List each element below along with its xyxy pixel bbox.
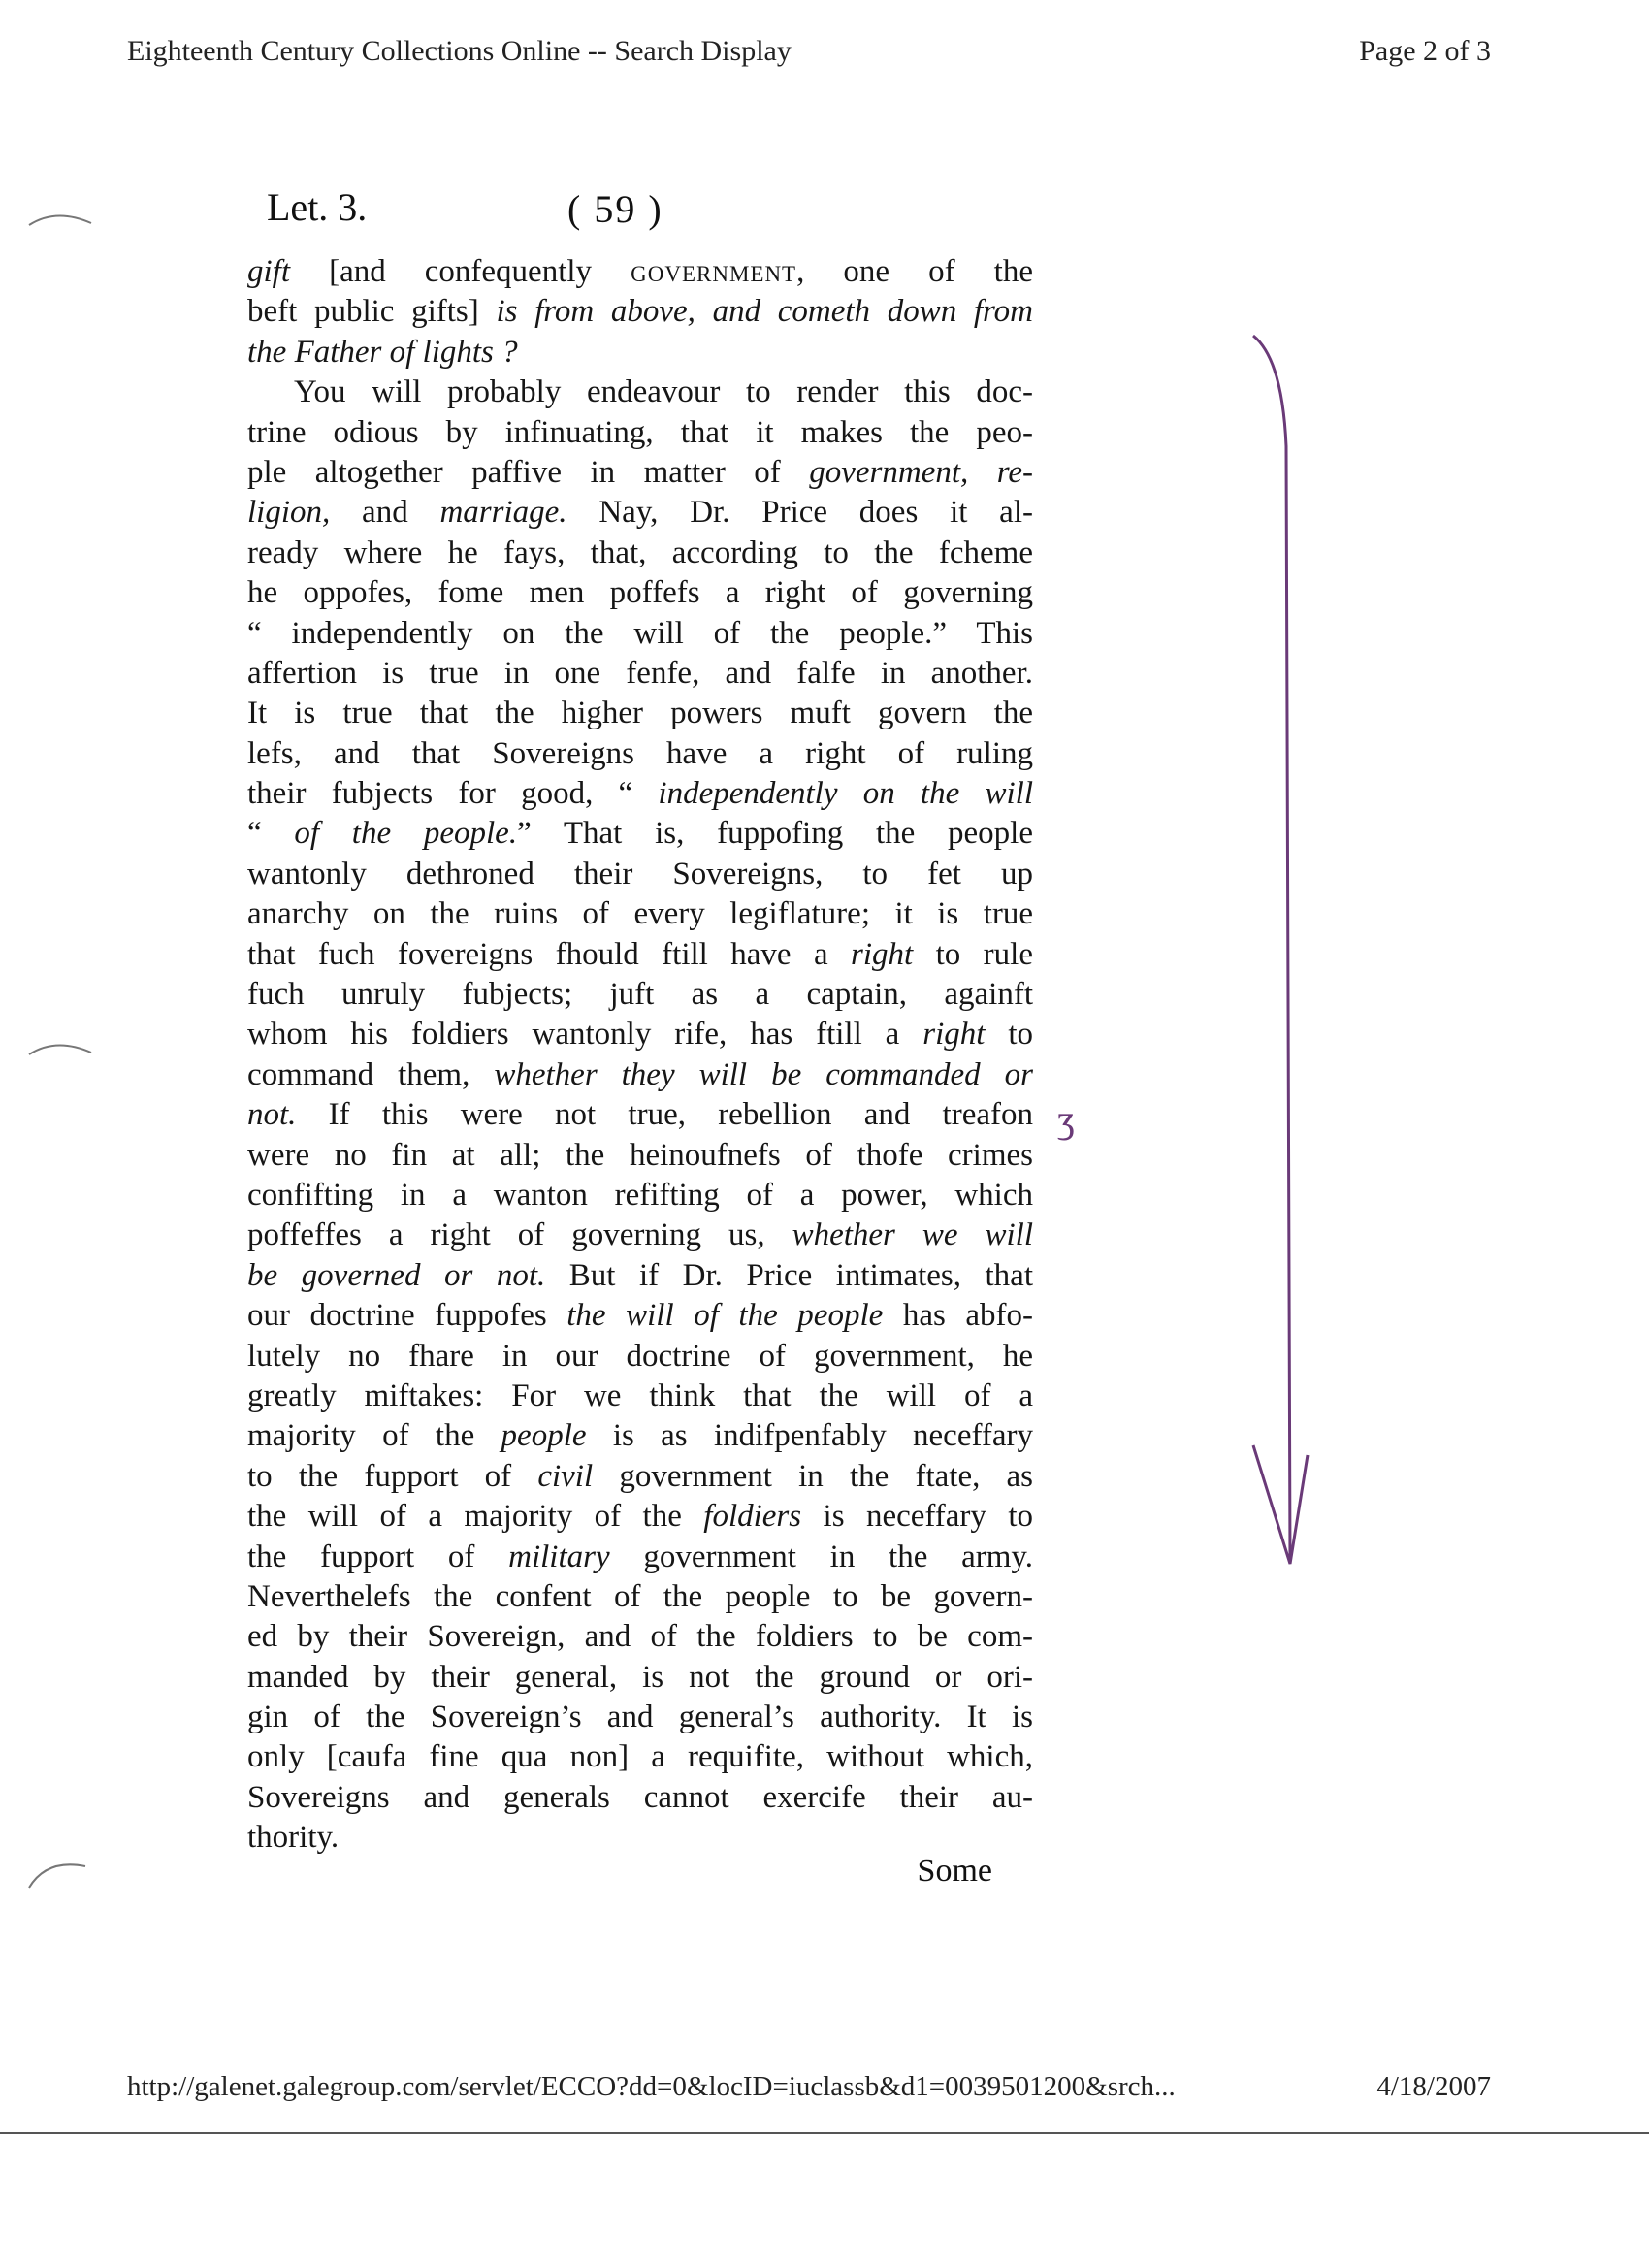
text-line — [247, 1296, 1033, 1336]
text-line — [247, 573, 1033, 613]
text-line — [247, 1416, 1033, 1456]
text-line — [247, 614, 1033, 654]
page-number: ( 59 ) — [567, 187, 663, 231]
text-run: he oppofes, fome men poffefs a right of governing — [247, 575, 1033, 611]
text-run: greatly miftakes: For we think that the will of a — [247, 1377, 1033, 1413]
italic-text: right — [851, 936, 914, 972]
italic-text: military — [508, 1539, 610, 1574]
text-run: But if Dr. Price intimates, that — [545, 1257, 1033, 1293]
italic-text: foldiers — [703, 1499, 802, 1535]
text-run: affertion is true in one fenfe, and falfe in another. — [247, 655, 1033, 691]
text-line — [247, 373, 1033, 412]
text-line — [247, 453, 1033, 493]
text-run: wantonly dethroned their Sovereigns, to fet up — [247, 856, 1033, 891]
italic-text: civil — [537, 1458, 594, 1494]
text-run: anarchy on the ruins of every legiflature; it is true — [247, 896, 1033, 932]
text-run: manded by their general, is not the ground or ori- — [247, 1659, 1033, 1695]
body-text — [247, 252, 1033, 1859]
letter-number: Let. 3. — [267, 185, 368, 229]
running-head — [267, 184, 810, 243]
text-run: thority. — [247, 1820, 340, 1856]
scanned-page — [247, 175, 1043, 1911]
italic-text: marriage. — [439, 495, 567, 531]
text-line — [247, 493, 1033, 533]
source-url[interactable]: http://galenet.galegroup.com/servlet/ECCO?dd=0&locID=iuclassb&d1=0039501200&srch... — [127, 2071, 1176, 2102]
text-run: confifting in a wanton refifting of a power, which — [247, 1177, 1033, 1213]
italic-text: be governed or not. — [247, 1257, 546, 1293]
text-run: to rule — [913, 936, 1033, 972]
text-line — [247, 1015, 1033, 1054]
scan-edge-mark — [27, 1853, 95, 1892]
text-line — [247, 252, 1033, 292]
text-run: ple altogether paffive in matter of — [247, 454, 810, 490]
small-caps-text: government — [630, 254, 797, 289]
italic-text: the will of the people — [566, 1298, 884, 1334]
text-run: and — [330, 495, 440, 531]
text-run: trine odious by infinuating, that it makes the peo- — [247, 414, 1033, 450]
text-line — [247, 413, 1033, 453]
text-line — [247, 1778, 1033, 1818]
catchword: Some — [917, 1853, 992, 1889]
margin-mark: ʒ — [1057, 1097, 1075, 1141]
text-line — [247, 654, 1033, 694]
text-run: ed by their Sovereign, and of the foldiers to be com- — [247, 1619, 1033, 1655]
scan-edge-mark — [27, 204, 95, 233]
text-line — [247, 1818, 1033, 1858]
text-line — [247, 1337, 1033, 1377]
text-line — [247, 734, 1033, 774]
text-run: lefs, and that Sovereigns have a right of ruling — [247, 735, 1033, 771]
text-line — [247, 1538, 1033, 1577]
text-line — [247, 534, 1033, 573]
text-run: has abfo- — [883, 1298, 1033, 1334]
text-line — [247, 774, 1033, 814]
text-line — [247, 894, 1033, 934]
footer-divider — [0, 2132, 1649, 2134]
italic-text: ligion, — [247, 495, 331, 531]
text-run: lutely no fhare in our doctrine of government, he — [247, 1338, 1033, 1374]
italic-text: people — [501, 1418, 587, 1454]
text-run: command them, — [247, 1056, 495, 1092]
handwritten-arrow-down-icon — [1232, 330, 1319, 1581]
text-line — [247, 1658, 1033, 1698]
text-run: our doctrine fuppofes — [247, 1298, 567, 1334]
text-line — [247, 1737, 1033, 1777]
text-run: is as indifpenfably neceffary — [586, 1418, 1033, 1454]
text-run: “ — [247, 816, 295, 852]
text-line — [247, 333, 1033, 373]
text-run: , one of the — [796, 254, 1033, 289]
text-run: government in the army. — [609, 1539, 1033, 1574]
text-line — [247, 1095, 1033, 1135]
text-line — [247, 1577, 1033, 1617]
text-run: gin of the Sovereign’s and general’s authority. It is — [247, 1700, 1033, 1735]
text-line — [247, 1055, 1033, 1095]
text-line — [247, 1176, 1033, 1215]
italic-text: is from above, and cometh down from — [496, 294, 1033, 330]
text-run: Neverthelefs the confent of the people to be govern- — [247, 1578, 1033, 1614]
italic-text: government, re- — [809, 454, 1033, 490]
text-line — [247, 1377, 1033, 1416]
text-run: that fuch fovereigns fhould ftill have a — [247, 936, 852, 972]
text-line — [247, 975, 1033, 1015]
text-run: the fupport of — [247, 1539, 509, 1574]
text-line — [247, 694, 1033, 733]
text-run: It is true that the higher powers muft govern the — [247, 696, 1033, 731]
text-line — [247, 1256, 1033, 1296]
italic-text: whether we will — [792, 1217, 1033, 1253]
text-line — [247, 292, 1033, 332]
italic-text: of the people. — [294, 816, 518, 852]
text-run: were no fin at all; the heinoufnefs of thofe crimes — [247, 1137, 1033, 1173]
italic-text: not. — [247, 1097, 297, 1133]
text-run: Nay, Dr. Price does it al- — [566, 495, 1033, 531]
text-run: If this were not true, rebellion and treafon — [296, 1097, 1033, 1133]
text-run: fuch unruly fubjects; juft as a captain, againft — [247, 977, 1033, 1013]
text-run: beft public gifts] — [247, 294, 497, 330]
text-run: to the fupport of — [247, 1458, 538, 1494]
italic-text: the Father of lights ? — [247, 334, 518, 370]
text-run: is neceffary to — [801, 1499, 1033, 1535]
text-line — [247, 935, 1033, 975]
text-run: ready where he fays, that, according to the fcheme — [247, 535, 1033, 570]
text-line — [247, 1617, 1033, 1657]
text-run: You will probably endeavour to render this doc- — [294, 374, 1033, 410]
text-run: “ independently on the will of the people.” This — [247, 615, 1033, 651]
text-line — [247, 1215, 1033, 1255]
window-title: Eighteenth Century Collections Online -- Search Display — [127, 35, 792, 67]
page-indicator: Page 2 of 3 — [1359, 35, 1491, 67]
text-line — [247, 1136, 1033, 1176]
text-run: majority of the — [247, 1418, 501, 1454]
text-line — [247, 855, 1033, 894]
text-run: [and confequently — [290, 254, 631, 289]
text-run: only [caufa fine qua non] a requifite, without which, — [247, 1739, 1033, 1775]
text-run: ” That is, fuppofing the people — [517, 816, 1033, 852]
text-line — [247, 1457, 1033, 1497]
text-run: to — [985, 1017, 1033, 1053]
text-line — [247, 814, 1033, 854]
italic-text: independently on the will — [658, 776, 1033, 812]
text-run: the will of a majority of the — [247, 1499, 704, 1535]
text-run: Sovereigns and generals cannot exercife their au- — [247, 1779, 1033, 1815]
text-line — [247, 1698, 1033, 1737]
text-run: poffeffes a right of governing us, — [247, 1217, 792, 1253]
italic-text: gift — [247, 254, 291, 289]
scan-edge-mark — [27, 1033, 95, 1062]
print-date: 4/18/2007 — [1376, 2071, 1491, 2102]
italic-text: right — [922, 1017, 986, 1053]
text-run: their fubjects for good, “ — [247, 776, 659, 812]
text-run: government in the ftate, as — [593, 1458, 1034, 1494]
italic-text: whether they will be commanded or — [494, 1056, 1033, 1092]
text-run: whom his foldiers wantonly rife, has ftill a — [247, 1017, 923, 1053]
text-line — [247, 1497, 1033, 1537]
